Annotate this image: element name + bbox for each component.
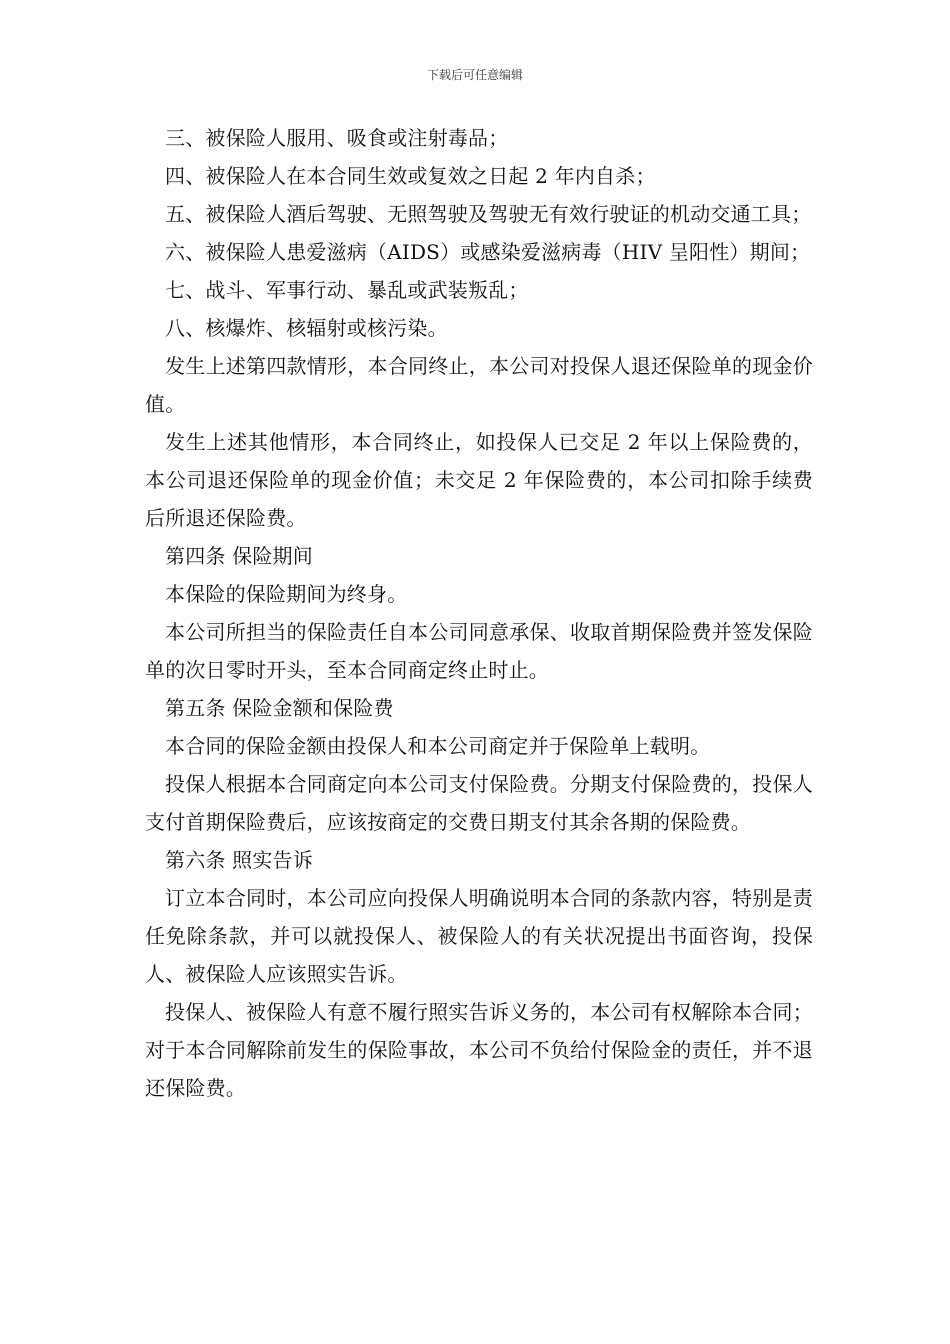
section-heading: 第四条 保险期间 — [165, 544, 313, 568]
clause-item-5: 五、被保险人酒后驾驶、无照驾驶及驾驶无有效行驶证的机动交通工具； — [165, 202, 812, 226]
paragraph: 本合同的保险金额由投保人和本公司商定并于保险单上载明。 — [165, 734, 711, 758]
paragraph: 本保险的保险期间为终身。 — [165, 582, 408, 606]
paragraph: 发生上述其他情形，本合同终止，如投保人已交足 2 年以上保险费的，本公司退还保险单的现金价值；未交足 2 年保险费的，本公司扣除手续费后所退还保险费。 — [145, 430, 813, 530]
paragraph: 投保人、被保险人有意不履行照实告诉义务的，本公司有权解除本合同；对于本合同解除前发生的保险事故，本公司不负给付保险金的责任，并不退还保险费。 — [145, 1000, 813, 1100]
paragraph: 发生上述第四款情形，本合同终止，本公司对投保人退还保险单的现金价值。 — [145, 354, 813, 416]
clause-item-7: 七、战斗、军事行动、暴乱或武装叛乱； — [165, 278, 529, 302]
clause-item-6: 六、被保险人患爱滋病（AIDS）或感染爱滋病毒（HIV 呈阳性）期间； — [165, 240, 811, 264]
document-body — [145, 119, 813, 1107]
page-header: 下载后可任意编辑 — [426, 68, 523, 82]
clause-item-4: 四、被保险人在本合同生效或复效之日起 2 年内自杀； — [165, 164, 656, 188]
paragraph: 本公司所担当的保险责任自本公司同意承保、收取首期保险费并签发保险单的次日零时开头，至本合同商定终止时止。 — [145, 620, 813, 682]
section-heading: 第五条 保险金额和保险费 — [165, 696, 394, 720]
section-heading: 第六条 照实告诉 — [165, 848, 313, 872]
clause-item-3: 三、被保险人服用、吸食或注射毒品； — [165, 126, 509, 150]
paragraph: 投保人根据本合同商定向本公司支付保险费。分期支付保险费的，投保人支付首期保险费后，应该按商定的交费日期支付其余各期的保险费。 — [145, 772, 813, 834]
paragraph: 订立本合同时，本公司应向投保人明确说明本合同的条款内容，特别是责任免除条款，并可以就投保人、被保险人的有关状况提出书面咨询，投保人、被保险人应该照实告诉。 — [145, 886, 813, 986]
clause-item-8: 八、核爆炸、核辐射或核污染。 — [165, 316, 448, 340]
